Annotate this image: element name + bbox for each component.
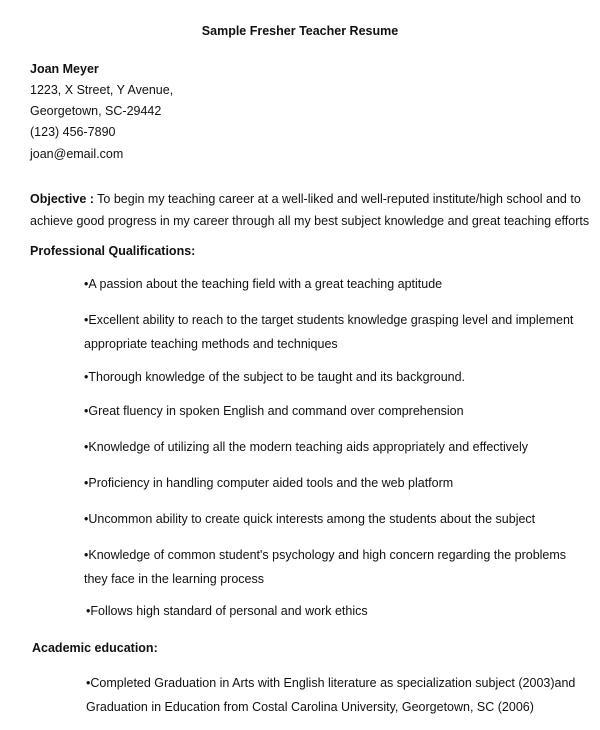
qualification-item: •Uncommon ability to create quick interests among the students about the subject bbox=[84, 512, 536, 526]
qualification-item: •Excellent ability to reach to the target students knowledge grasping level and implement appropriate teaching methods and techniques bbox=[84, 313, 574, 351]
contact-email: joan@email.com bbox=[30, 147, 124, 161]
contact-name: Joan Meyer bbox=[30, 62, 99, 76]
qualification-item: •Knowledge of utilizing all the modern teaching aids appropriately and effectively bbox=[84, 440, 529, 454]
qualification-item: •Follows high standard of personal and work ethics bbox=[86, 604, 368, 618]
contact-address-line1: 1223, X Street, Y Avenue, bbox=[30, 83, 174, 97]
qualification-item: •A passion about the teaching field with a great teaching aptitude bbox=[84, 277, 443, 291]
contact-phone: (123) 456-7890 bbox=[30, 125, 116, 139]
objective-label: Objective : bbox=[30, 192, 94, 206]
objective-text: To begin my teaching career at a well-liked and well-reputed institute/high school and to achieve good progress in my career through all my best subject knowledge and great teaching efforts bbox=[30, 192, 590, 228]
qualification-item: •Knowledge of common student's psychology and high concern regarding the problems they face in the learning process bbox=[84, 548, 567, 586]
document-title: Sample Fresher Teacher Resume bbox=[201, 24, 399, 38]
education-heading: Academic education: bbox=[32, 641, 158, 655]
education-item: •Completed Graduation in Arts with English literature as specialization subject (2003)and Graduation in Education from Costal Carolina University, Georgetown, SC (2006) bbox=[86, 676, 576, 714]
qualifications-heading: Professional Qualifications: bbox=[30, 244, 196, 258]
contact-address-line2: Georgetown, SC-29442 bbox=[30, 104, 162, 118]
objective-section bbox=[30, 188, 590, 232]
qualification-item: •Proficiency in handling computer aided tools and the web platform bbox=[84, 476, 454, 490]
qualification-item: •Thorough knowledge of the subject to be taught and its background. bbox=[84, 370, 466, 384]
qualification-item: •Great fluency in spoken English and command over comprehension bbox=[84, 404, 464, 418]
